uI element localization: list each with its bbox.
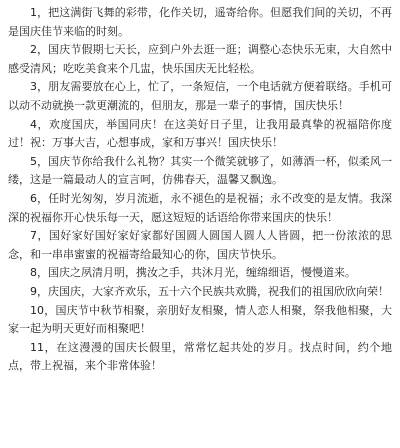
paragraph-7: 7，国好家好国好家好家都好国圆人圆国人圆人人皆圆，把一份浓浓的思念，和一串串蜜蜜的祝福寄给最知心的你，国庆节快乐。 [8,229,392,261]
paragraph-4: 4，欢度国庆，举国同庆！在这美好日子里，让我用最真挚的祝福陪你度过！祝：万事大吉，心想事成，家和万事兴！国庆快乐！ [8,117,392,150]
paragraph-10: 10，国庆节中秋节相聚，亲朋好友相聚，情人恋人相聚，祭我他相聚，大家一起为明天更好而相聚吧！ [8,303,392,336]
paragraph-3: 3，朋友需要放在心上，忙了，一条短信，一个电话就方便着联络。手机可以动不动就换一款更潮流的，但朋友，那是一辈子的事情，国庆快乐！ [8,80,392,112]
paragraph-11: 11，在这漫漫的国庆长假里，常常忆起共处的岁月。找点时间，约个地点，带上祝福，来个非常体验！ [8,340,392,373]
paragraph-9: 9，庆国庆，大家齐欢乐，五十六个民族共欢腾，祝我们的祖国欣欣向荣！ [30,284,389,298]
paragraph-2: 2，国庆节假期七天长，应到户外去逛一逛；调整心态快乐无束，大自然中感受清风；吃吃美食来个几盅，快乐国庆无比轻松。 [8,43,392,75]
paragraph-6: 6，任时光匆匆，岁月流逝，永不褪色的是祝福；永不改变的是友情。我深深的祝福你开心快乐每一天，愿这短短的话语给你带来国庆的快乐！ [8,191,392,224]
paragraph-5: 5，国庆节你给我什么礼物？其实一个微笑就够了，如薄酒一杯，似柔风一缕，这是一篇最动人的宣言呵，仿佛春天，温馨又飘逸。 [8,154,392,187]
paragraph-8: 8，国庆之夙清月明，携汝之手，共沐月光，缠绵细语，慢慢道来。 [30,266,356,280]
paragraph-1: 1，把这满街飞舞的彩带，化作关切，遥寄给你。但愿我们间的关切，不再是国庆佳节来临的时刻。 [8,6,392,38]
